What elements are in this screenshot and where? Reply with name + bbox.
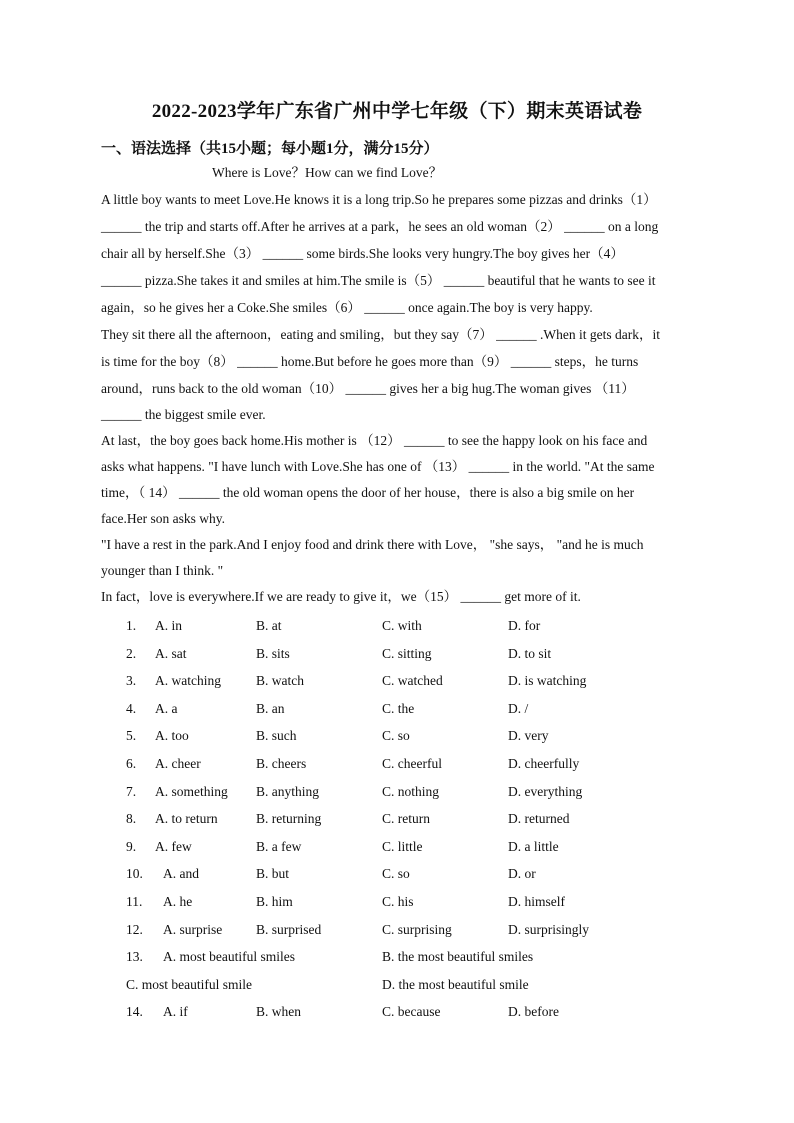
passage-line: In fact，love is everywhere.If we are ready to give it，we（15） ______ get more of it. xyxy=(101,588,581,604)
option-a: A. in xyxy=(155,618,182,633)
question-number: 2. xyxy=(126,645,137,661)
passage xyxy=(101,186,685,610)
option-a: A. watching xyxy=(155,673,221,689)
option-d: D. a little xyxy=(508,838,559,854)
option-d: D. is watching xyxy=(508,673,587,689)
option-c: C. his xyxy=(382,893,414,909)
question-number: 13. xyxy=(126,949,143,965)
question-row xyxy=(0,860,794,888)
question-row xyxy=(0,778,794,806)
passage-title: Where is Love？How can we find Love？ xyxy=(212,165,443,180)
question-number: 6. xyxy=(126,755,137,771)
question-number: 5. xyxy=(126,728,137,744)
option-a: A. surprise xyxy=(163,921,223,937)
question-row xyxy=(0,722,794,750)
option-d: D. the most beautiful smile xyxy=(382,976,529,992)
option-c: C. so xyxy=(382,866,410,882)
option-c: C. sitting xyxy=(382,645,432,661)
option-a: A. too xyxy=(155,728,189,744)
option-c: C. so xyxy=(382,728,410,744)
passage-line: A little boy wants to meet Love.He knows it is a long trip.So he prepares some pizzas and drinks（1） xyxy=(101,192,657,207)
question-row xyxy=(0,916,794,944)
option-b: B. at xyxy=(256,618,282,633)
question-number: 10. xyxy=(126,866,143,882)
option-b: B. the most beautiful smiles xyxy=(382,949,534,965)
question-number: 3. xyxy=(126,673,137,689)
option-d: D. cheerfully xyxy=(508,755,580,771)
question-row xyxy=(0,998,794,1026)
question-number: 11. xyxy=(126,893,143,909)
option-d: D. surprisingly xyxy=(508,921,589,937)
option-b: B. sits xyxy=(256,645,290,661)
question-row xyxy=(0,943,794,971)
option-b: B. returning xyxy=(256,811,322,827)
question-row xyxy=(0,971,794,999)
question-number: 8. xyxy=(126,811,137,827)
option-c: C. cheerful xyxy=(382,755,442,771)
passage-line: chair all by herself.She（3） ______ some birds.She looks very hungry.The boy gives her（4） xyxy=(101,246,624,261)
question-row xyxy=(0,750,794,778)
passage-line: ______ the trip and starts off.After he arrives at a park，he sees an old woman（2） ______ on a long xyxy=(101,219,659,234)
question-number: 4. xyxy=(126,700,137,716)
passage-line: At last，the boy goes back home.His mother is （12） ______ to see the happy look on his face and xyxy=(101,432,648,448)
option-d: D. to sit xyxy=(508,645,552,661)
option-c: C. return xyxy=(382,811,430,827)
option-d: D. for xyxy=(508,618,541,633)
question-number: 14. xyxy=(126,1004,143,1020)
option-a: A. most beautiful smiles xyxy=(163,949,295,965)
option-c: C. surprising xyxy=(382,921,452,937)
question-row xyxy=(0,667,794,695)
option-c: C. most beautiful smile xyxy=(126,976,252,992)
page-title: 2022-2023学年广东省广州中学七年级（下）期末英语试卷 xyxy=(151,101,643,122)
option-a: A. something xyxy=(155,783,228,799)
question-row xyxy=(0,640,794,668)
option-d: D. returned xyxy=(508,811,570,827)
question-row xyxy=(0,612,794,640)
option-b: B. but xyxy=(256,866,290,882)
option-c: C. little xyxy=(382,838,423,854)
question-number: 12. xyxy=(126,921,143,937)
question-number: 9. xyxy=(126,838,137,854)
passage-line: around，runs back to the old woman（10） ______ gives her a big hug.The woman gives （11） xyxy=(101,381,635,396)
option-a: A. if xyxy=(163,1004,188,1020)
option-b: B. watch xyxy=(256,673,304,689)
option-b: B. such xyxy=(256,728,297,744)
question-number: 7. xyxy=(126,783,137,799)
option-c: C. with xyxy=(382,618,422,633)
passage-line: "I have a rest in the park.And I enjoy food and drink there with Love， "she says， "and he is much xyxy=(101,536,644,552)
option-a: A. to return xyxy=(155,811,218,827)
question-row xyxy=(0,805,794,833)
option-b: B. him xyxy=(256,893,293,909)
option-b: B. a few xyxy=(256,838,302,854)
option-a: A. he xyxy=(163,893,193,909)
option-a: A. few xyxy=(155,838,192,854)
passage-line: again，so he gives her a Coke.She smiles（6） ______ once again.The boy is very happy. xyxy=(101,300,593,315)
option-a: A. cheer xyxy=(155,755,201,771)
answer-options xyxy=(0,612,794,1026)
option-d: D. or xyxy=(508,866,536,882)
option-b: B. anything xyxy=(256,783,319,799)
option-d: D. / xyxy=(508,700,529,716)
passage-line: asks what happens. "I have lunch with Love.She has one of （13） ______ in the world. "At the same xyxy=(101,458,655,474)
passage-line: younger than I think. " xyxy=(101,562,224,578)
passage-line: ______ pizza.She takes it and smiles at him.The smile is（5） ______ beautiful that he wants to see it xyxy=(101,273,656,288)
option-a: A. and xyxy=(163,866,199,882)
option-c: C. nothing xyxy=(382,783,440,799)
question-row xyxy=(0,833,794,861)
option-d: D. himself xyxy=(508,893,565,909)
passage-line: face.Her son asks why. xyxy=(101,510,225,526)
passage-line: ______ the biggest smile ever. xyxy=(101,407,266,422)
option-d: D. everything xyxy=(508,783,583,799)
option-b: B. surprised xyxy=(256,921,322,937)
option-b: B. cheers xyxy=(256,755,307,771)
section-heading: 一、语法选择（共15小题；每小题1分，满分15分） xyxy=(101,141,439,157)
passage-line: is time for the boy（8） ______ home.But before he goes more than（9） ______ steps，he turns xyxy=(101,354,639,369)
passage-line: time，（ 14） ______ the old woman opens the door of her house，there is also a big smile on her xyxy=(101,484,635,500)
passage-line: They sit there all the afternoon，eating and smiling，but they say（7） ______ .When it gets dark，it xyxy=(101,327,661,342)
question-row xyxy=(0,695,794,723)
option-d: D. very xyxy=(508,728,549,744)
option-c: C. the xyxy=(382,700,415,716)
option-d: D. before xyxy=(508,1004,559,1020)
option-a: A. sat xyxy=(155,645,187,661)
option-b: B. an xyxy=(256,700,285,716)
question-row xyxy=(0,888,794,916)
option-c: C. watched xyxy=(382,673,443,689)
option-b: B. when xyxy=(256,1004,301,1020)
question-number: 1. xyxy=(126,618,137,633)
option-c: C. because xyxy=(382,1004,441,1020)
option-a: A. a xyxy=(155,700,178,716)
